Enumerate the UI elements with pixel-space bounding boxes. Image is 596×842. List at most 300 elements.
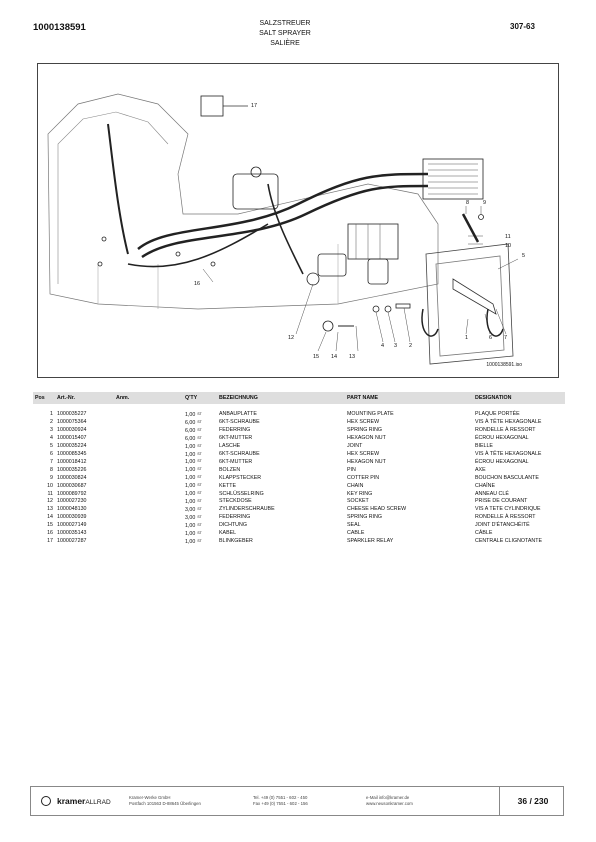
cell-pos	[33, 427, 55, 435]
callout-11: 11	[505, 234, 511, 240]
table-header-row	[33, 392, 565, 404]
callout-9: 9	[483, 200, 487, 206]
cell-part-name-value: SEAL	[347, 522, 361, 529]
unit-label: ST	[197, 498, 202, 503]
cell-designation-value: BOUCHON BASCULANTE	[475, 474, 539, 481]
callout-2: 2	[409, 343, 413, 349]
cell-qty-value: 3,00	[185, 506, 196, 513]
cell-designation	[473, 419, 565, 427]
cell-art-nr-value: 1000075364	[57, 419, 87, 426]
cell-designation	[473, 458, 565, 466]
cell-qty	[183, 514, 217, 522]
cell-pos-value: 17	[47, 537, 53, 544]
cell-art-nr-value: 1000035224	[57, 443, 87, 450]
cell-designation	[473, 474, 565, 482]
diagram-reference: 1000138591.iso	[486, 362, 522, 368]
cell-designation	[473, 522, 565, 530]
cell-art-nr	[55, 474, 114, 482]
cell-bezeichnung	[217, 514, 345, 522]
cell-bezeichnung	[217, 482, 345, 490]
callout-8: 8	[466, 200, 470, 206]
cell-designation	[473, 443, 565, 451]
cell-pos	[33, 411, 55, 419]
cell-part-name	[345, 451, 473, 459]
col-qty: Q'TY	[183, 392, 217, 404]
cell-qty-value: 1,00	[185, 443, 196, 450]
company-address: Postfach 101563 D-88645 Überlingen	[129, 801, 201, 806]
telephone: Tel. +49 (0) 7551 - 602 - 450	[253, 795, 308, 800]
cell-designation	[473, 498, 565, 506]
cell-designation-value: BIELLE	[475, 443, 493, 450]
cell-designation	[473, 514, 565, 522]
cell-anm	[114, 411, 183, 419]
cell-pos-value: 4	[50, 435, 53, 442]
cell-pos	[33, 530, 55, 538]
callout-14: 14	[331, 354, 338, 360]
cell-part-name-value: PIN	[347, 466, 356, 473]
cell-bezeichnung	[217, 419, 345, 427]
cell-qty-value: 1,00	[185, 483, 196, 490]
cell-pos	[33, 474, 55, 482]
cell-part-name	[345, 490, 473, 498]
callout-4: 4	[381, 343, 385, 349]
brand-logo	[57, 796, 111, 806]
cell-pos	[33, 419, 55, 427]
cell-part-name-value: MOUNTING PLATE	[347, 411, 394, 418]
cell-qty	[183, 474, 217, 482]
cell-anm	[114, 506, 183, 514]
cell-bezeichnung-value: SCHLÜSSELRING	[219, 490, 264, 497]
cell-qty	[183, 419, 217, 427]
table-row	[33, 482, 565, 490]
cell-part-name	[345, 466, 473, 474]
cell-designation-value: ÉCROU HEXAGONAL	[475, 458, 529, 465]
title-english: SALT SPRAYER	[259, 30, 311, 37]
company-name: Kramer-Werke GmbH	[129, 795, 171, 800]
cell-qty	[183, 443, 217, 451]
cell-qty-value: 1,00	[185, 475, 196, 482]
cell-designation-value: RONDELLE À RESSORT	[475, 514, 536, 521]
cell-qty-value: 1,00	[185, 522, 196, 529]
table-row	[33, 466, 565, 474]
cell-bezeichnung-value: LASCHE	[219, 443, 241, 450]
table-row	[33, 514, 565, 522]
cell-art-nr-value: 1000030939	[57, 514, 87, 521]
cell-part-name	[345, 435, 473, 443]
unit-label: ST	[197, 435, 202, 440]
parts-table	[33, 392, 565, 545]
cell-designation-value: CÂBLE	[475, 530, 493, 537]
unit-label: ST	[197, 467, 202, 472]
cell-art-nr-value: 1000027149	[57, 522, 87, 529]
unit-label: ST	[197, 530, 202, 535]
cell-part-name	[345, 474, 473, 482]
cell-designation-value: ÉCROU HEXAGONAL	[475, 435, 529, 442]
cell-designation-value: CHAÎNE	[475, 482, 496, 489]
cell-part-name	[345, 443, 473, 451]
cell-qty-value: 1,00	[185, 530, 196, 537]
diagram-drawing	[38, 64, 558, 377]
table-row	[33, 435, 565, 443]
cell-pos-value: 16	[47, 530, 53, 537]
cell-pos	[33, 458, 55, 466]
col-bezeichnung: BEZEICHNUNG	[217, 392, 345, 404]
cell-bezeichnung	[217, 530, 345, 538]
table-row	[33, 419, 565, 427]
cell-anm	[114, 490, 183, 498]
cell-part-name	[345, 458, 473, 466]
cell-pos	[33, 498, 55, 506]
cell-anm	[114, 458, 183, 466]
cell-designation-value: VIS À TÊTE HEXAGONALE	[475, 419, 542, 426]
callout-1: 1	[465, 335, 469, 341]
cell-art-nr-value: 1000089792	[57, 490, 87, 497]
cell-bezeichnung-value: DICHTUNG	[219, 522, 247, 529]
cell-designation-value: CENTRALE CLIGNOTANTE	[475, 537, 543, 544]
cell-pos	[33, 506, 55, 514]
website: www.neusonkramer.com	[366, 801, 413, 806]
callout-16: 16	[194, 281, 201, 287]
cell-part-name-value: KEY RING	[347, 490, 373, 497]
cell-bezeichnung	[217, 427, 345, 435]
cell-pos	[33, 522, 55, 530]
table-row	[33, 498, 565, 506]
cell-qty-value: 1,00	[185, 498, 196, 505]
unit-label: ST	[197, 451, 202, 456]
cell-qty	[183, 482, 217, 490]
page-number: 36 / 230	[499, 787, 566, 815]
cell-art-nr-value: 1000048130	[57, 506, 87, 513]
brand-main: kramer	[57, 796, 86, 806]
callout-12: 12	[288, 335, 295, 341]
callout-7: 7	[504, 335, 508, 341]
cell-art-nr	[55, 522, 114, 530]
cell-bezeichnung	[217, 443, 345, 451]
cell-bezeichnung	[217, 474, 345, 482]
callout-10: 10	[505, 243, 512, 249]
cell-anm	[114, 530, 183, 538]
cell-pos-value: 12	[47, 498, 53, 505]
document-number: 1000138591	[33, 22, 86, 33]
cell-pos-value: 2	[50, 419, 53, 426]
fax: Fax +49 (0) 7551 - 602 - 156	[253, 801, 308, 806]
cell-pos-value: 11	[47, 490, 53, 497]
cell-part-name-value: CHAIN	[347, 482, 364, 489]
cell-part-name-value: SPRING RING	[347, 514, 383, 521]
cell-art-nr	[55, 443, 114, 451]
cell-art-nr	[55, 506, 114, 514]
cell-designation	[473, 411, 565, 419]
exploded-parts-diagram	[37, 63, 559, 378]
cell-part-name-value: SPRING RING	[347, 427, 383, 434]
cell-art-nr	[55, 435, 114, 443]
cell-bezeichnung	[217, 435, 345, 443]
table-row	[33, 443, 565, 451]
cell-pos-value: 15	[47, 522, 53, 529]
cell-art-nr	[55, 482, 114, 490]
cell-art-nr	[55, 411, 114, 419]
cell-bezeichnung	[217, 490, 345, 498]
cell-bezeichnung-value: KETTE	[219, 482, 237, 489]
cell-bezeichnung-value: FEDERRING	[219, 427, 251, 434]
cell-art-nr	[55, 419, 114, 427]
cell-anm	[114, 498, 183, 506]
cell-pos-value: 13	[47, 506, 53, 513]
table-row	[33, 490, 565, 498]
cell-part-name-value: HEXAGON NUT	[347, 435, 386, 442]
cell-designation-value: VIS À TÊTE HEXAGONALE	[475, 450, 542, 457]
cell-art-nr-value: 1000035143	[57, 530, 87, 537]
cell-bezeichnung	[217, 538, 345, 546]
cell-anm	[114, 474, 183, 482]
cell-qty	[183, 506, 217, 514]
title-german: SALZSTREUER	[259, 20, 311, 27]
col-pos: Pos	[33, 392, 55, 404]
table-row	[33, 522, 565, 530]
col-art-nr: Art.-Nr.	[55, 392, 114, 404]
cell-art-nr-value: 1000085345	[57, 450, 87, 457]
cell-bezeichnung-value: STECKDOSE	[219, 498, 252, 505]
cell-bezeichnung-value: 6KT-MUTTER	[219, 458, 253, 465]
cell-anm	[114, 451, 183, 459]
cell-part-name	[345, 498, 473, 506]
unit-label: ST	[197, 459, 202, 464]
cell-qty	[183, 411, 217, 419]
cell-pos	[33, 490, 55, 498]
cell-bezeichnung	[217, 451, 345, 459]
cell-art-nr-value: 1000018412	[57, 458, 87, 465]
cell-qty-value: 6,00	[185, 419, 196, 426]
cell-qty-value: 1,00	[185, 467, 196, 474]
cell-designation-value: VIS A TETE CYLINDRIQUE	[475, 506, 541, 513]
table-row	[33, 427, 565, 435]
cell-art-nr-value: 1000035226	[57, 466, 87, 473]
cell-pos-value: 8	[50, 466, 53, 473]
cell-qty-value: 1,00	[185, 538, 196, 545]
cell-part-name-value: CHEESE HEAD SCREW	[347, 506, 407, 513]
cell-anm	[114, 522, 183, 530]
cell-designation-value: PLAQUE PORTÉE	[475, 411, 520, 418]
cell-bezeichnung-value: BOLZEN	[219, 466, 241, 473]
unit-label: ST	[197, 506, 202, 511]
cell-pos	[33, 482, 55, 490]
web-info	[366, 795, 413, 807]
cell-pos-value: 5	[50, 443, 53, 450]
unit-label: ST	[197, 443, 202, 448]
cell-designation	[473, 451, 565, 459]
title-french: SALIÈRE	[270, 40, 300, 47]
cell-qty	[183, 522, 217, 530]
unit-label: ST	[197, 475, 202, 480]
table-row	[33, 411, 565, 419]
cell-anm	[114, 435, 183, 443]
cell-bezeichnung-value: 6KT-SCHRAUBE	[219, 450, 260, 457]
cell-bezeichnung	[217, 506, 345, 514]
cell-designation	[473, 490, 565, 498]
table-spacer	[33, 404, 565, 411]
brand-sub: ALLRAD	[85, 799, 111, 806]
cell-anm	[114, 538, 183, 546]
cell-designation	[473, 435, 565, 443]
cell-part-name	[345, 538, 473, 546]
cell-pos	[33, 538, 55, 546]
cell-designation-value: ANNEAU CLÉ	[475, 490, 509, 497]
cell-bezeichnung-value: KABEL	[219, 530, 237, 537]
unit-label: ST	[197, 514, 202, 519]
cell-qty	[183, 490, 217, 498]
cell-qty-value: 1,00	[185, 490, 196, 497]
cell-bezeichnung-value: 6KT-SCHRAUBE	[219, 419, 260, 426]
cell-qty-value: 1,00	[185, 411, 196, 418]
cell-anm	[114, 514, 183, 522]
cell-qty-value: 3,00	[185, 514, 196, 521]
cell-pos-value: 6	[50, 450, 53, 457]
cell-part-name-value: HEXAGON NUT	[347, 458, 386, 465]
cell-pos-value: 14	[47, 514, 53, 521]
cell-pos-value: 10	[47, 482, 53, 489]
cell-part-name-value: JOINT	[347, 443, 363, 450]
cell-part-name	[345, 522, 473, 530]
cell-pos	[33, 451, 55, 459]
cell-bezeichnung-value: FEDERRING	[219, 514, 251, 521]
cell-part-name-value: COTTER PIN	[347, 474, 380, 481]
cell-designation-value: PRISE DE COURANT	[475, 498, 528, 505]
kramer-logo-icon	[41, 796, 51, 806]
cell-part-name	[345, 530, 473, 538]
callout-6: 6	[489, 335, 493, 341]
cell-qty	[183, 530, 217, 538]
cell-bezeichnung-value: 6KT-MUTTER	[219, 435, 253, 442]
unit-label: ST	[197, 491, 202, 496]
table-row	[33, 474, 565, 482]
cell-designation	[473, 427, 565, 435]
page-reference: 307-63	[510, 22, 535, 31]
cell-designation-value: AXE	[475, 466, 486, 473]
cell-art-nr	[55, 451, 114, 459]
document-title	[230, 19, 340, 49]
cell-qty-value: 6,00	[185, 435, 196, 442]
cell-qty-value: 6,00	[185, 427, 196, 434]
col-anm: Anm.	[114, 392, 183, 404]
unit-label: ST	[197, 522, 202, 527]
unit-label: ST	[197, 419, 202, 424]
cell-part-name-value: SOCKET	[347, 498, 369, 505]
parts-table-body	[33, 404, 565, 545]
table-row	[33, 538, 565, 546]
cell-art-nr-value: 1000027287	[57, 537, 87, 544]
cell-bezeichnung-value: ZYLINDERSCHRAUBE	[219, 506, 275, 513]
cell-art-nr-value: 1000015407	[57, 435, 87, 442]
cell-art-nr-value: 1000030924	[57, 427, 87, 434]
cell-bezeichnung	[217, 522, 345, 530]
cell-art-nr	[55, 427, 114, 435]
cell-bezeichnung	[217, 458, 345, 466]
cell-designation-value: RONDELLE À RESSORT	[475, 427, 536, 434]
col-part-name: PART NAME	[345, 392, 473, 404]
cell-anm	[114, 482, 183, 490]
cell-art-nr	[55, 538, 114, 546]
table-row	[33, 530, 565, 538]
cell-part-name-value: HEX SCREW	[347, 450, 380, 457]
callout-17: 17	[251, 103, 258, 109]
table-row	[33, 458, 565, 466]
cell-pos-value: 1	[50, 411, 53, 418]
cell-part-name	[345, 482, 473, 490]
cell-pos	[33, 443, 55, 451]
phone-info	[253, 795, 308, 807]
cell-part-name	[345, 411, 473, 419]
unit-label: ST	[197, 412, 202, 416]
cell-qty	[183, 435, 217, 443]
cell-bezeichnung	[217, 498, 345, 506]
cell-part-name-value: SPARKLER RELAY	[347, 537, 394, 544]
unit-label: ST	[197, 538, 202, 543]
col-designation: DESIGNATION	[473, 392, 565, 404]
cell-part-name	[345, 427, 473, 435]
cell-anm	[114, 427, 183, 435]
cell-art-nr	[55, 514, 114, 522]
cell-art-nr	[55, 490, 114, 498]
table-row	[33, 506, 565, 514]
cell-bezeichnung-value: BLINKGEBER	[219, 537, 253, 544]
cell-pos	[33, 435, 55, 443]
cell-designation	[473, 530, 565, 538]
cell-part-name	[345, 419, 473, 427]
cell-pos-value: 9	[50, 474, 53, 481]
cell-part-name-value: HEX SCREW	[347, 419, 380, 426]
cell-anm	[114, 419, 183, 427]
cell-qty-value: 1,00	[185, 459, 196, 466]
cell-designation	[473, 466, 565, 474]
cell-qty	[183, 498, 217, 506]
cell-pos	[33, 466, 55, 474]
unit-label: ST	[197, 427, 202, 432]
cell-art-nr	[55, 466, 114, 474]
cell-qty	[183, 466, 217, 474]
cell-designation	[473, 538, 565, 546]
cell-art-nr	[55, 498, 114, 506]
cell-qty-value: 1,00	[185, 451, 196, 458]
cell-qty	[183, 458, 217, 466]
cell-bezeichnung	[217, 466, 345, 474]
cell-designation	[473, 506, 565, 514]
cell-pos-value: 3	[50, 427, 53, 434]
cell-pos	[33, 514, 55, 522]
table-row	[33, 451, 565, 459]
company-info	[129, 795, 201, 807]
cell-art-nr-value: 1000030824	[57, 474, 87, 481]
cell-anm	[114, 443, 183, 451]
callout-13: 13	[349, 354, 356, 360]
footer	[30, 786, 564, 816]
cell-art-nr-value: 1000035227	[57, 411, 87, 418]
cell-art-nr	[55, 458, 114, 466]
cell-designation	[473, 482, 565, 490]
email: e-Mail info@kramer.de	[366, 795, 410, 800]
cell-part-name-value: CABLE	[347, 530, 365, 537]
cell-qty	[183, 451, 217, 459]
cell-part-name	[345, 506, 473, 514]
cell-qty	[183, 538, 217, 546]
cell-art-nr	[55, 530, 114, 538]
cell-bezeichnung-value: KLAPPSTECKER	[219, 474, 262, 481]
cell-art-nr-value: 1000027230	[57, 498, 87, 505]
cell-anm	[114, 466, 183, 474]
callout-3: 3	[394, 343, 398, 349]
cell-bezeichnung	[217, 411, 345, 419]
cell-qty	[183, 427, 217, 435]
cell-designation-value: JOINT D'ÉTANCHÉITÉ	[475, 522, 530, 529]
